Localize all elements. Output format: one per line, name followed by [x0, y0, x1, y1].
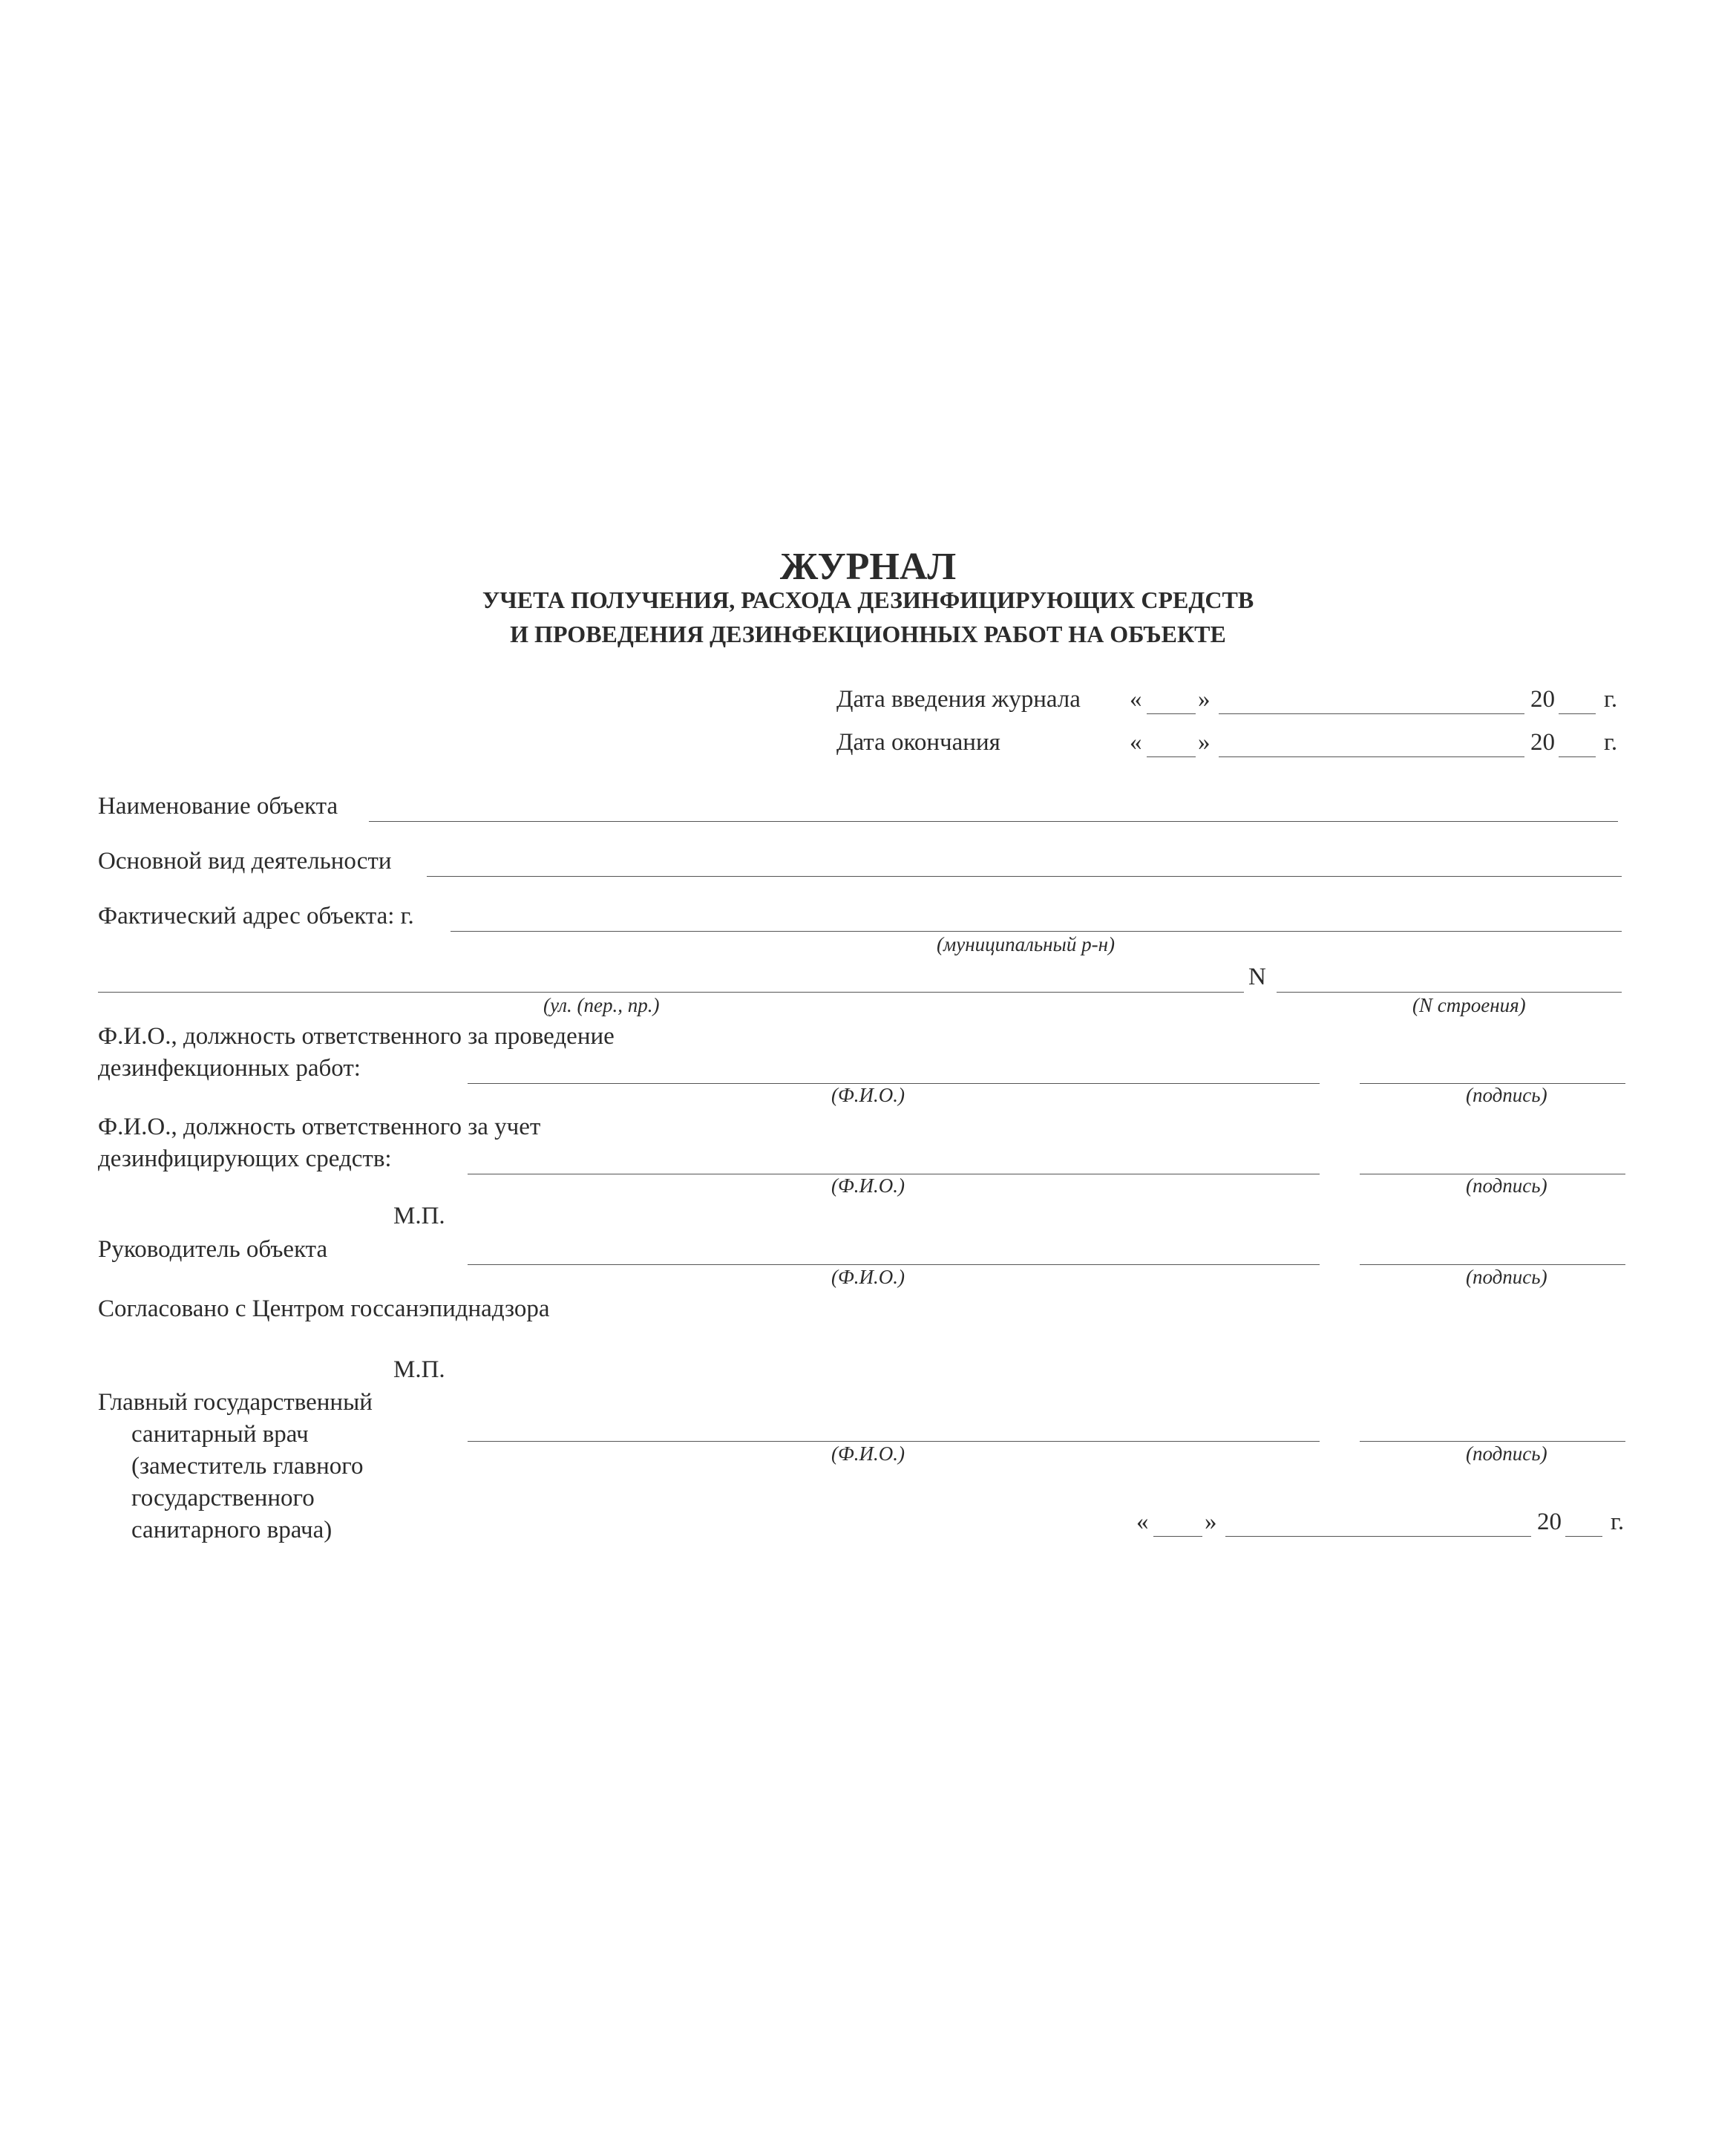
journal-subtitle-line1: УЧЕТА ПОЛУЧЕНИЯ, РАСХОДА ДЕЗИНФИЦИРУЮЩИХ СРЕДСТВ [482, 586, 1254, 613]
main-activity-label: Основной вид деятельности [98, 848, 392, 875]
address-street-field[interactable] [98, 992, 1244, 993]
address-label: Фактический адрес объекта: г. [98, 903, 414, 929]
chief-signature-field[interactable] [1360, 1441, 1625, 1442]
accounting-responsible-label-line2: дезинфицирующих средств: [98, 1145, 392, 1172]
approval-date-year-prefix: 20 [1537, 1509, 1562, 1535]
start-date-day-field[interactable] [1147, 713, 1196, 714]
end-date-quote-close: » [1198, 729, 1211, 756]
end-date-quote-open: « [1130, 729, 1142, 756]
approval-date-month-field[interactable] [1225, 1536, 1531, 1537]
chief-signature-caption: (подпись) [1466, 1442, 1547, 1465]
chief-label-line3: (заместитель главного [131, 1453, 364, 1480]
start-date-year-field[interactable] [1559, 713, 1596, 714]
agreed-label: Согласовано с Центром госсанэпиднадзора [98, 1295, 550, 1322]
building-number-label: N [1248, 964, 1266, 990]
head-seal-label: М.П. [393, 1203, 445, 1229]
accounting-responsible-label-line1: Ф.И.О., должность ответственного за учет [98, 1114, 541, 1140]
chief-fio-caption: (Ф.И.О.) [831, 1442, 905, 1465]
chief-seal-label: М.П. [393, 1356, 445, 1383]
object-name-label: Наименование объекта [98, 793, 338, 820]
head-signature-field[interactable] [1360, 1264, 1625, 1265]
chief-label-line2: санитарный врач [131, 1421, 309, 1448]
chief-label-line1: Главный государственный [98, 1389, 373, 1416]
building-caption: (N строения) [1412, 994, 1526, 1016]
accounting-signature-caption: (подпись) [1466, 1174, 1547, 1197]
end-date-year-suffix: г. [1604, 729, 1618, 756]
start-date-month-field[interactable] [1219, 713, 1524, 714]
approval-date-quote-open: « [1136, 1509, 1149, 1535]
end-date-day-field[interactable] [1147, 756, 1196, 757]
disinfection-fio-caption: (Ф.И.О.) [831, 1084, 905, 1106]
approval-date-year-suffix: г. [1611, 1509, 1625, 1535]
end-date-year-prefix: 20 [1530, 729, 1555, 756]
approval-date-year-field[interactable] [1565, 1536, 1602, 1537]
end-date-month-field[interactable] [1219, 756, 1524, 757]
disinfection-signature-caption: (подпись) [1466, 1084, 1547, 1106]
disinfection-responsible-label-line2: дезинфекционных работ: [98, 1055, 361, 1082]
start-date-year-suffix: г. [1604, 686, 1618, 713]
head-signature-caption: (подпись) [1466, 1266, 1547, 1288]
head-label: Руководитель объекта [98, 1236, 328, 1263]
head-fio-field[interactable] [468, 1264, 1320, 1265]
start-date-year-prefix: 20 [1530, 686, 1555, 713]
end-date-year-field[interactable] [1559, 756, 1596, 757]
chief-fio-field[interactable] [468, 1441, 1320, 1442]
disinfection-responsible-label-line1: Ф.И.О., должность ответственного за проведение [98, 1023, 615, 1050]
main-activity-field[interactable] [427, 876, 1622, 877]
approval-date-quote-close: » [1205, 1509, 1217, 1535]
journal-title: ЖУРНАЛ [779, 546, 957, 588]
start-date-quote-close: » [1198, 686, 1211, 713]
start-date-quote-open: « [1130, 686, 1142, 713]
street-caption: (ул. (пер., пр.) [543, 994, 660, 1016]
approval-date-day-field[interactable] [1153, 1536, 1202, 1537]
chief-label-line5: санитарного врача) [131, 1517, 333, 1543]
start-date-label: Дата введения журнала [836, 686, 1081, 713]
head-fio-caption: (Ф.И.О.) [831, 1266, 905, 1288]
chief-label-line4: государственного [131, 1485, 315, 1511]
municipal-caption: (муниципальный р-н) [937, 933, 1115, 955]
end-date-label: Дата окончания [836, 729, 1000, 756]
building-number-field[interactable] [1277, 992, 1622, 993]
address-city-field[interactable] [451, 931, 1622, 932]
journal-subtitle-line2: И ПРОВЕДЕНИЯ ДЕЗИНФЕКЦИОННЫХ РАБОТ НА ОБЪЕКТЕ [510, 621, 1226, 647]
object-name-field[interactable] [369, 821, 1618, 822]
accounting-fio-caption: (Ф.И.О.) [831, 1174, 905, 1197]
